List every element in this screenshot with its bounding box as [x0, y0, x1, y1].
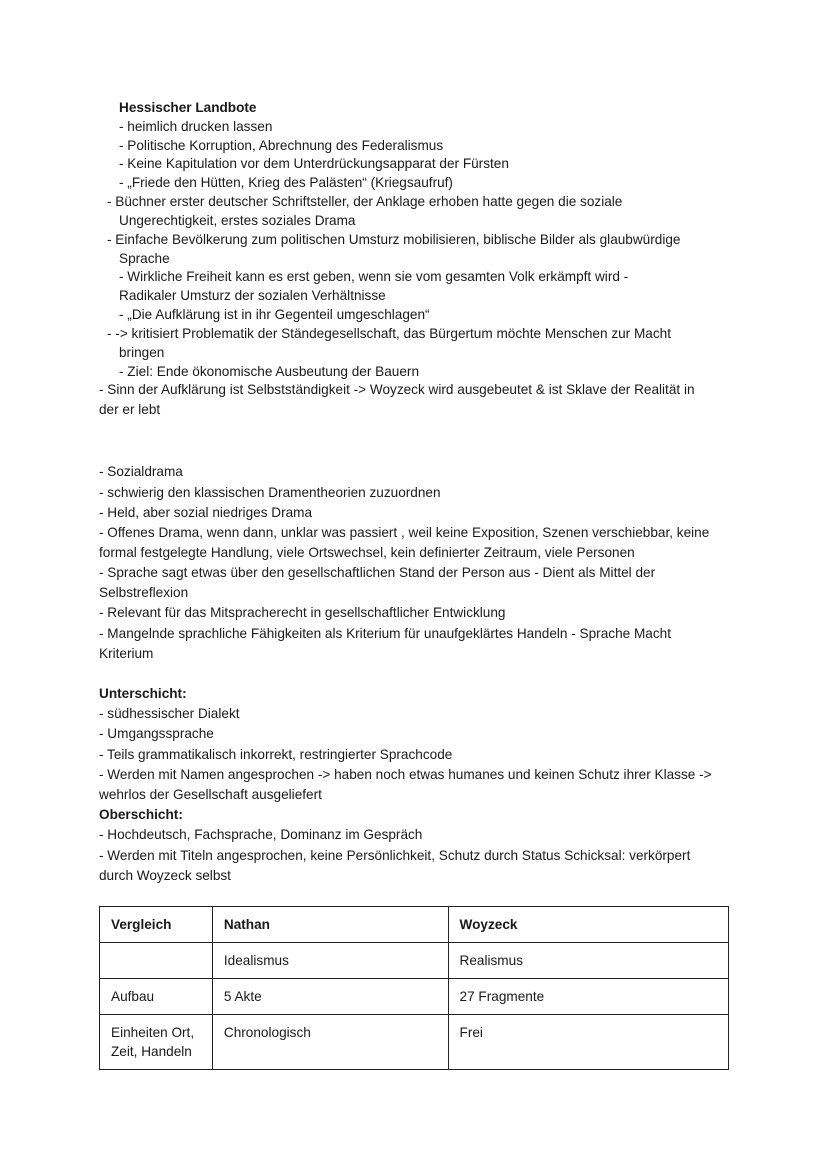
text-line: - -> kritisiert Problematik der Ständegesellschaft, das Bürgertum möchte Menschen zur Macht — [107, 326, 672, 341]
text-line: - schwierig den klassischen Dramentheorien zuzuordnen — [99, 485, 441, 500]
table-cell-line: Zeit, Handeln — [111, 1044, 192, 1059]
text-line: - Einfache Bevölkerung zum politischen Umsturz mobilisieren, biblische Bilder als glaubwürdige — [107, 232, 681, 247]
text-line: - Wirkliche Freiheit kann es erst geben, wenn sie vom gesamten Volk erkämpft wird - — [119, 269, 629, 284]
text-line: - heimlich drucken lassen — [119, 119, 273, 134]
text-line: Ungerechtigkeit, erstes soziales Drama — [119, 213, 356, 228]
text-line: - Sinn der Aufklärung ist Selbstständigkeit -> Woyzeck wird ausgebeutet & ist Sklave der Realität in — [99, 382, 695, 397]
text-line: - Ziel: Ende ökonomische Ausbeutung der Bauern — [119, 364, 420, 379]
text-line: - Sprache sagt etwas über den gesellschaftlichen Stand der Person aus - Dient als Mittel der — [99, 565, 656, 580]
text-line: formal festgelegte Handlung, viele Ortswechsel, kein definierter Zeitraum, viele Personen — [99, 545, 635, 560]
text-line: - Relevant für das Mitspracherecht in gesellschaftlicher Entwicklung — [99, 605, 506, 620]
text-line: - Büchner erster deutscher Schriftsteller, der Anklage erhoben hatte gegen die soziale — [107, 194, 623, 209]
table-row — [100, 943, 729, 979]
table-row — [100, 1015, 729, 1070]
text-line: Selbstreflexion — [99, 585, 189, 600]
comparison-table — [99, 906, 729, 1070]
table-header-cell: Woyzeck — [448, 907, 728, 943]
text-line: - „Die Aufklärung ist in ihr Gegenteil umgeschlagen“ — [119, 307, 430, 322]
text-line: der er lebt — [99, 402, 161, 417]
table-cell — [100, 943, 213, 979]
table-cell: 27 Fragmente — [448, 979, 728, 1015]
text-line: - Teils grammatikalisch inkorrekt, restringierter Sprachcode — [99, 747, 453, 762]
table-header-row — [100, 907, 729, 943]
table-header-cell: Nathan — [212, 907, 448, 943]
text-line: - Hochdeutsch, Fachsprache, Dominanz im Gespräch — [99, 827, 423, 842]
table-row — [100, 979, 729, 1015]
table-cell: Frei — [448, 1015, 728, 1070]
heading-unterschicht: Unterschicht: — [99, 686, 187, 701]
text-line: - Mangelnde sprachliche Fähigkeiten als Kriterium für unaufgeklärtes Handeln - Sprache Macht — [99, 626, 671, 641]
text-line: - Offenes Drama, wenn dann, unklar was passiert , weil keine Exposition, Szenen verschiebbar, keine — [99, 525, 710, 540]
table-cell: 5 Akte — [212, 979, 448, 1015]
table-cell: Idealismus — [212, 943, 448, 979]
text-line: wehrlos der Gesellschaft ausgeliefert — [99, 787, 322, 802]
text-line: - südhessischer Dialekt — [99, 706, 240, 721]
text-line: - „Friede den Hütten, Krieg des Palästen“ (Kriegsaufruf) — [119, 175, 453, 190]
text-line: - Politische Korruption, Abrechnung des Federalismus — [119, 138, 444, 153]
table-cell — [100, 1015, 213, 1070]
table-header-cell: Vergleich — [100, 907, 213, 943]
table-cell: Aufbau — [100, 979, 213, 1015]
text-line: - Sozialdrama — [99, 464, 183, 479]
text-line: Radikaler Umsturz der sozialen Verhältnisse — [119, 288, 386, 303]
heading-oberschicht: Oberschicht: — [99, 807, 183, 822]
heading-hessischer-landbote: Hessischer Landbote — [119, 100, 257, 115]
text-line: - Umgangssprache — [99, 726, 214, 741]
text-line: - Held, aber sozial niedriges Drama — [99, 505, 313, 520]
text-line: bringen — [119, 345, 165, 360]
text-line: Kriterium — [99, 646, 154, 661]
table-cell: Chronologisch — [212, 1015, 448, 1070]
text-line: Sprache — [119, 251, 170, 266]
table-cell-line: Einheiten Ort, — [111, 1025, 195, 1040]
text-line: durch Woyzeck selbst — [99, 868, 231, 883]
text-line: - Werden mit Titeln angesprochen, keine Persönlichkeit, Schutz durch Status Schicksal: verkörpert — [99, 848, 691, 863]
table-cell: Realismus — [448, 943, 728, 979]
text-line: - Keine Kapitulation vor dem Unterdrückungsapparat der Fürsten — [119, 156, 509, 171]
text-line: - Werden mit Namen angesprochen -> haben noch etwas humanes und keinen Schutz ihrer Klasse -> — [99, 767, 712, 782]
